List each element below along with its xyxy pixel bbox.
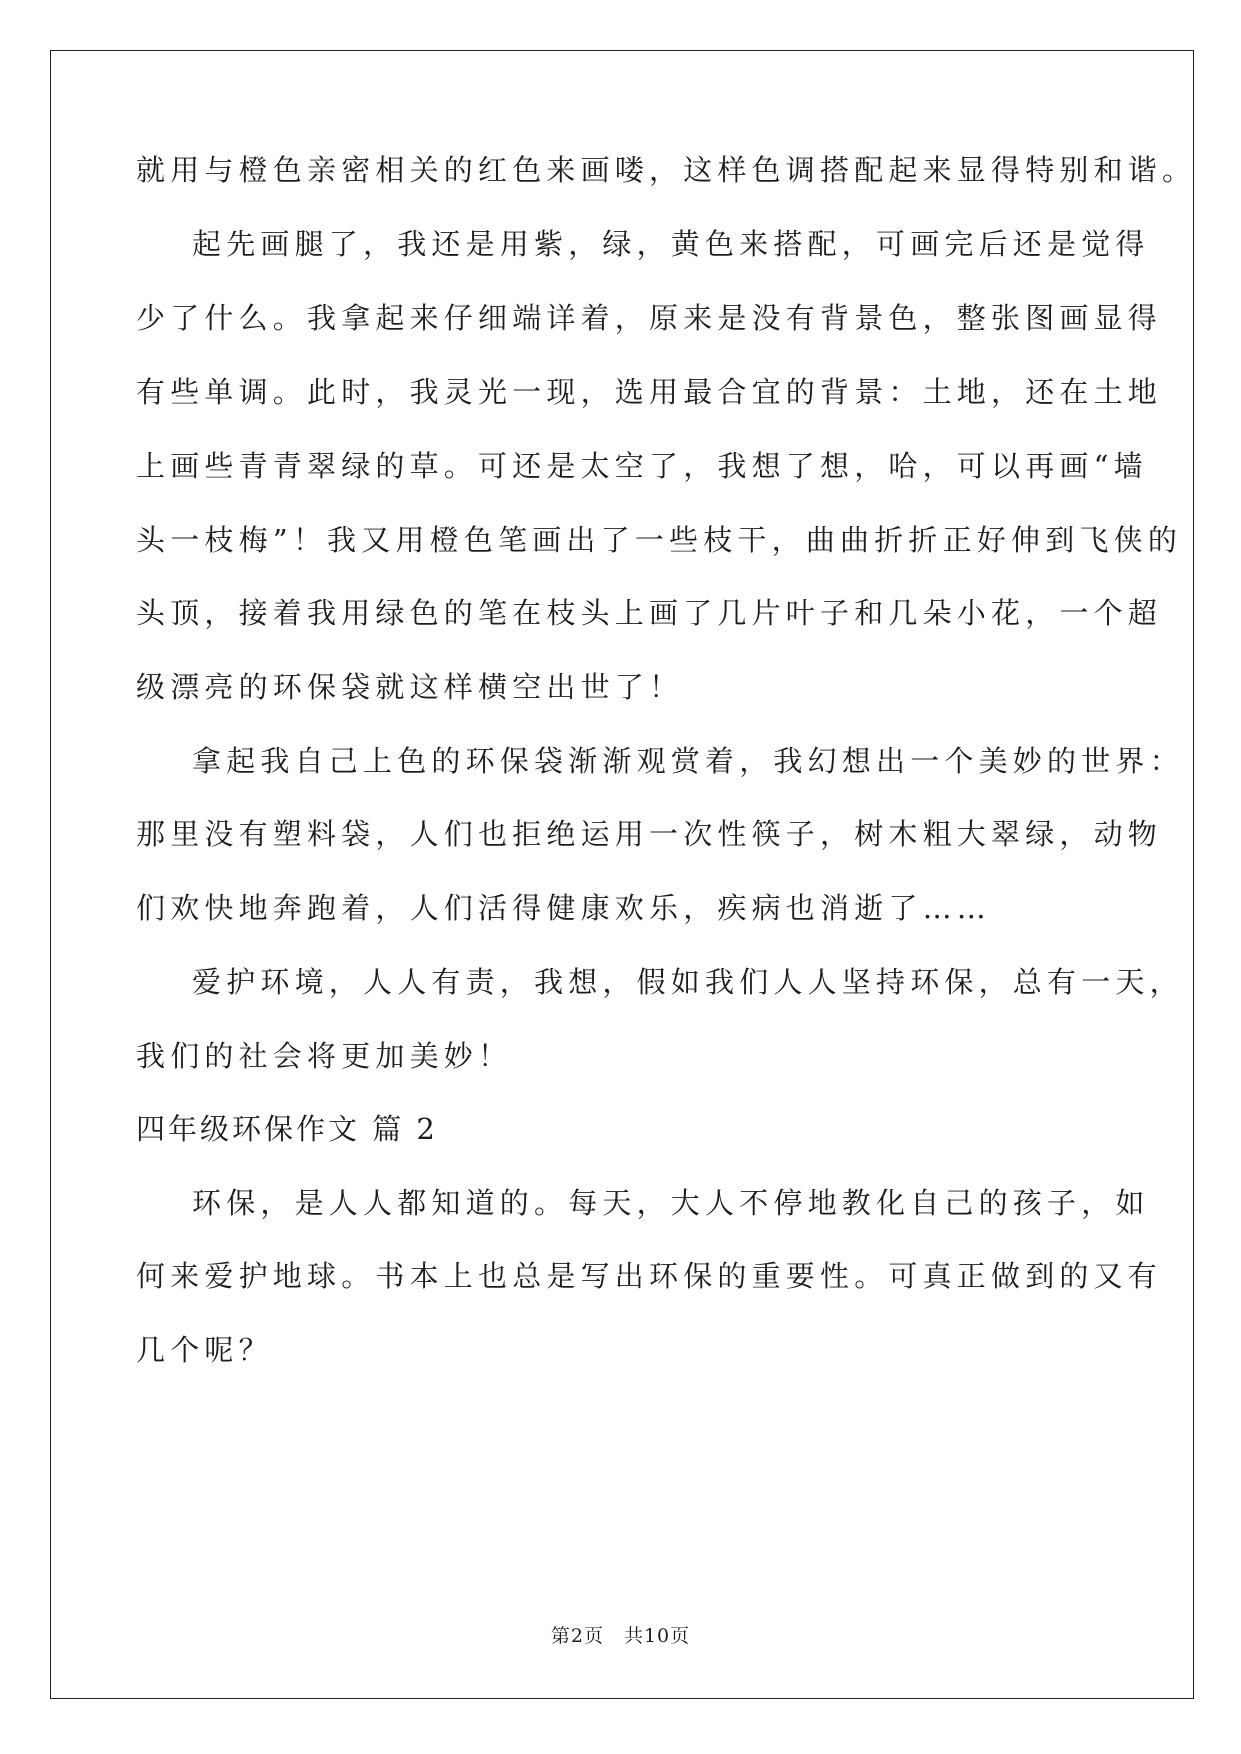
text-line: 们欢快地奔跑着，人们活得健康欢乐，疾病也消逝了……	[136, 891, 992, 925]
text-line: 环保，是人人都知道的。每天，大人不停地教化自己的孩子，如	[192, 1186, 1150, 1220]
text-line: 爱护环境，人人有责，我想，假如我们人人坚持环保，总有一天，	[192, 965, 1184, 999]
text-line: 起先画腿了，我还是用紫，绿，黄色来搭配，可画完后还是觉得	[192, 227, 1150, 261]
text-line: 有些单调。此时，我灵光一现，选用最合宜的背景：土地，还在土地	[136, 375, 1163, 409]
text-line: 几个呢？	[136, 1333, 273, 1367]
text-line: 少了什么。我拿起来仔细端详着，原来是没有背景色，整张图画显得	[136, 301, 1163, 335]
section-heading: 四年级环保作文 篇 2	[136, 1112, 438, 1146]
text-line: 就用与橙色亲密相关的红色来画喽，这样色调搭配起来显得特别和谐。	[136, 153, 1197, 187]
page-number-footer: 第2页 共10页	[550, 1625, 691, 1647]
text-line: 我们的社会将更加美妙！	[136, 1039, 513, 1073]
text-line: 级漂亮的环保袋就这样横空出世了！	[136, 670, 684, 704]
text-line: 头一枝梅”！我又用橙色笔画出了一些枝干，曲曲折折正好伸到飞侠的	[136, 523, 1183, 557]
text-line: 那里没有塑料袋，人们也拒绝运用一次性筷子，树木粗大翠绿，动物	[136, 817, 1163, 851]
text-line: 上画些青青翠绿的草。可还是太空了，我想了想，哈，可以再画“墙	[136, 449, 1148, 483]
text-line: 何来爱护地球。书本上也总是写出环保的重要性。可真正做到的又有	[136, 1259, 1163, 1293]
text-line: 头顶，接着我用绿色的笔在枝头上画了几片叶子和几朵小花，一个超	[136, 596, 1163, 630]
text-line: 拿起我自己上色的环保袋渐渐观赏着，我幻想出一个美妙的世界：	[192, 744, 1184, 778]
